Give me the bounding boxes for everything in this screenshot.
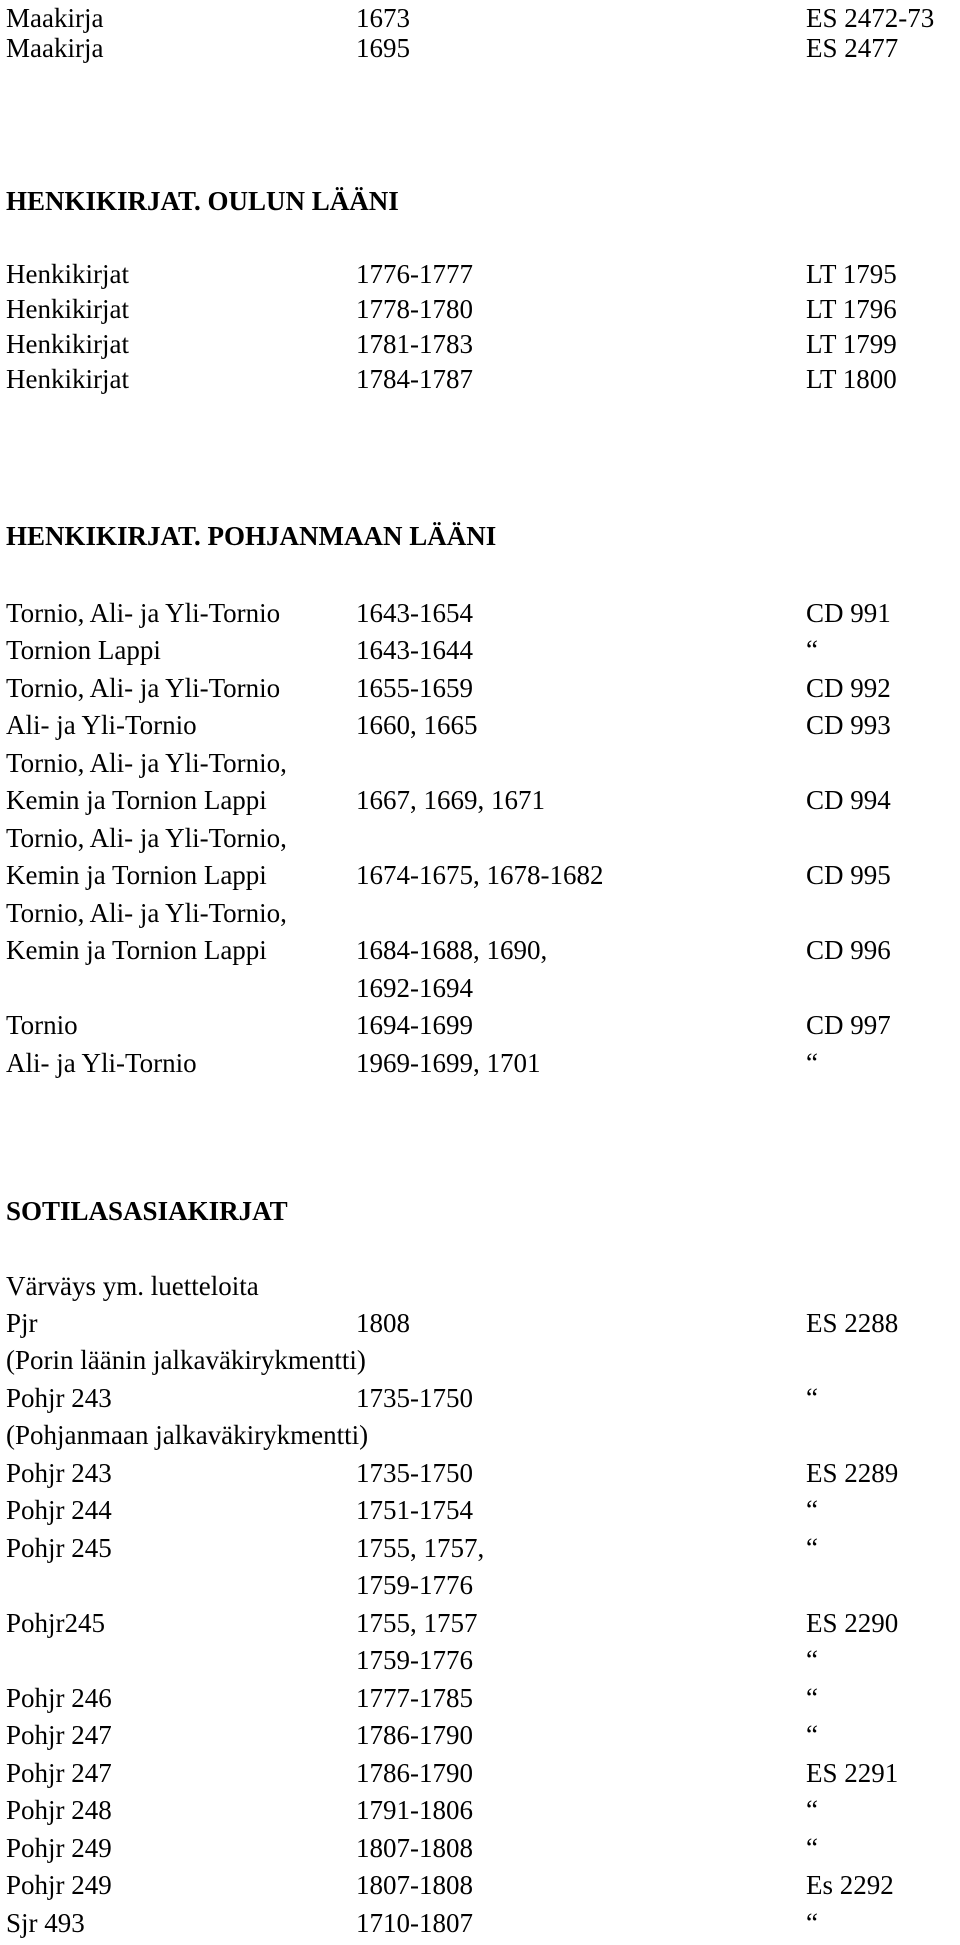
record-name: Kemin ja Tornion Lappi — [6, 935, 267, 965]
record-name: Henkikirjat — [6, 329, 129, 359]
ditto-mark: “ — [806, 635, 818, 665]
ditto-mark: “ — [806, 1495, 818, 1525]
record-ref: CD 995 — [806, 860, 891, 890]
ditto-mark: “ — [806, 1720, 818, 1750]
record-years: 1781-1783 — [356, 329, 473, 359]
record-years: 1776-1777 — [356, 259, 473, 289]
record-name: Sjr 493 — [6, 1908, 85, 1938]
record-name: Pohjr 249 — [6, 1833, 112, 1863]
record-name: Maakirja — [6, 33, 104, 63]
record-name: Henkikirjat — [6, 294, 129, 324]
record-name: Pjr — [6, 1308, 38, 1338]
record-name: Pohjr 248 — [6, 1795, 112, 1825]
record-years: 1808 — [356, 1308, 410, 1338]
record-years: 1673 — [356, 3, 410, 33]
record-name: Tornio — [6, 1010, 78, 1040]
table-row — [0, 1455, 960, 1492]
record-ref: CD 996 — [806, 935, 891, 965]
record-years: 1735-1750 — [356, 1458, 473, 1488]
record-years: 1807-1808 — [356, 1833, 473, 1863]
record-ref: LT 1800 — [806, 364, 897, 394]
table-row — [0, 1342, 960, 1379]
table-row — [0, 256, 960, 293]
record-years: 1759-1776 — [356, 1645, 473, 1675]
record-name: Kemin ja Tornion Lappi — [6, 860, 267, 890]
record-name: Tornio, Ali- ja Yli-Tornio — [6, 598, 281, 628]
record-years: 1969-1699, 1701 — [356, 1048, 541, 1078]
table-row — [0, 745, 960, 782]
record-ref: ES 2290 — [806, 1608, 899, 1638]
record-years: 1694-1699 — [356, 1010, 473, 1040]
record-years: 1643-1654 — [356, 598, 473, 628]
ditto-mark: “ — [806, 1683, 818, 1713]
section-heading-pohjanmaa: HENKIKIRJAT. POHJANMAAN LÄÄNI — [6, 521, 497, 551]
record-name: Pohjr 247 — [6, 1758, 112, 1788]
section-subheading: Värväys ym. luetteloita — [6, 1271, 259, 1301]
record-name: Pohjr 249 — [6, 1870, 112, 1900]
record-name: Ali- ja Yli-Tornio — [6, 1048, 197, 1078]
ditto-mark: “ — [806, 1908, 818, 1938]
record-name: (Porin läänin jalkaväkirykmentti) — [6, 1345, 366, 1375]
record-name: Tornion Lappi — [6, 635, 161, 665]
table-row — [0, 1717, 960, 1754]
table-row — [0, 1567, 960, 1604]
record-ref: ES 2289 — [806, 1458, 899, 1488]
record-years: 1751-1754 — [356, 1495, 473, 1525]
record-ref: CD 992 — [806, 673, 891, 703]
table-row — [0, 1380, 960, 1417]
ditto-mark: “ — [806, 1645, 818, 1675]
record-years: 1643-1644 — [356, 635, 473, 665]
record-years: 1777-1785 — [356, 1683, 473, 1713]
record-years: 1684-1688, 1690, — [356, 935, 548, 965]
record-ref: CD 997 — [806, 1010, 891, 1040]
record-name: Henkikirjat — [6, 364, 129, 394]
record-years: 1755, 1757 — [356, 1608, 478, 1638]
record-name: (Pohjanmaan jalkaväkirykmentti) — [6, 1420, 369, 1450]
table-row — [0, 1905, 960, 1942]
record-name: Kemin ja Tornion Lappi — [6, 785, 267, 815]
record-years: 1755, 1757, — [356, 1533, 485, 1563]
table-row — [0, 1680, 960, 1717]
table-row — [0, 707, 960, 744]
record-ref: ES 2288 — [806, 1308, 899, 1338]
record-years: 1660, 1665 — [356, 710, 478, 740]
record-years: 1784-1787 — [356, 364, 473, 394]
record-ref: LT 1799 — [806, 329, 897, 359]
record-ref: CD 994 — [806, 785, 891, 815]
table-row — [0, 1605, 960, 1642]
record-years: 1710-1807 — [356, 1908, 473, 1938]
record-years: 1791-1806 — [356, 1795, 473, 1825]
record-years: 1655-1659 — [356, 673, 473, 703]
record-years: 1667, 1669, 1671 — [356, 785, 545, 815]
record-ref: LT 1796 — [806, 294, 897, 324]
record-name: Pohjr 247 — [6, 1720, 112, 1750]
record-name: Tornio, Ali- ja Yli-Tornio — [6, 673, 281, 703]
table-row — [0, 782, 960, 819]
table-row — [0, 970, 960, 1007]
record-name: Pohjr 245 — [6, 1533, 112, 1563]
record-ref: LT 1795 — [806, 259, 897, 289]
record-name: Pohjr 246 — [6, 1683, 112, 1713]
table-row — [0, 326, 960, 363]
record-name: Pohjr 244 — [6, 1495, 112, 1525]
record-ref: ES 2472-73 — [806, 3, 935, 33]
table-row — [0, 1417, 960, 1454]
table-row — [0, 1867, 960, 1904]
record-ref: CD 993 — [806, 710, 891, 740]
record-name: Tornio, Ali- ja Yli-Tornio, — [6, 823, 287, 853]
record-name: Pohjr 243 — [6, 1383, 112, 1413]
record-years: 1786-1790 — [356, 1720, 473, 1750]
record-name: Ali- ja Yli-Tornio — [6, 710, 197, 740]
table-row — [0, 361, 960, 398]
table-row — [0, 1530, 960, 1567]
record-ref: Es 2292 — [806, 1870, 894, 1900]
record-years: 1692-1694 — [356, 973, 473, 1003]
table-row — [0, 1045, 960, 1082]
table-row — [0, 595, 960, 632]
table-row — [0, 291, 960, 328]
record-years: 1786-1790 — [356, 1758, 473, 1788]
table-row — [0, 1492, 960, 1529]
record-years: 1807-1808 — [356, 1870, 473, 1900]
table-row — [0, 632, 960, 669]
section-heading-sotilas: SOTILASASIAKIRJAT — [6, 1196, 288, 1226]
table-row — [0, 1830, 960, 1867]
record-ref: ES 2291 — [806, 1758, 899, 1788]
record-years: 1674-1675, 1678-1682 — [356, 860, 604, 890]
table-row — [0, 1792, 960, 1829]
table-row — [0, 1305, 960, 1342]
record-ref: CD 991 — [806, 598, 891, 628]
ditto-mark: “ — [806, 1533, 818, 1563]
section-heading-oulu: HENKIKIRJAT. OULUN LÄÄNI — [6, 186, 399, 216]
table-row — [0, 1642, 960, 1679]
record-name: Tornio, Ali- ja Yli-Tornio, — [6, 898, 287, 928]
table-row — [0, 1755, 960, 1792]
table-row — [0, 932, 960, 969]
table-row — [0, 857, 960, 894]
ditto-mark: “ — [806, 1383, 818, 1413]
record-name: Pohjr245 — [6, 1608, 106, 1638]
table-row — [0, 1007, 960, 1044]
record-name: Pohjr 243 — [6, 1458, 112, 1488]
table-row — [0, 670, 960, 707]
table-row — [0, 895, 960, 932]
table-row — [0, 30, 960, 67]
ditto-mark: “ — [806, 1833, 818, 1863]
record-years: 1735-1750 — [356, 1383, 473, 1413]
table-row — [0, 820, 960, 857]
record-ref: ES 2477 — [806, 33, 899, 63]
record-years: 1695 — [356, 33, 410, 63]
record-years: 1759-1776 — [356, 1570, 473, 1600]
ditto-mark: “ — [806, 1048, 818, 1078]
record-years: 1778-1780 — [356, 294, 473, 324]
record-name: Henkikirjat — [6, 259, 129, 289]
ditto-mark: “ — [806, 1795, 818, 1825]
record-name: Maakirja — [6, 3, 104, 33]
record-name: Tornio, Ali- ja Yli-Tornio, — [6, 748, 287, 778]
